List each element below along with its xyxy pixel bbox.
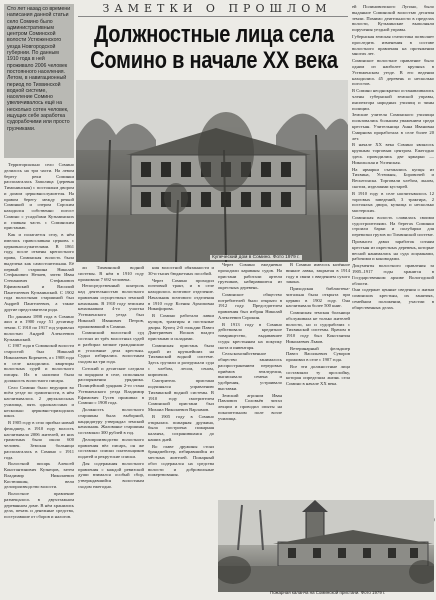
photo-second-caption: Пожарная каланча на Соминской пристани. Фото 1979 г.	[270, 590, 386, 595]
paragraph: Приходская библиотека-читальня была открыта при церкви в 1902 году. Она насчитывала более 500 книг.	[286, 286, 350, 309]
paragraph: Смотритель пристани подчинялся управлению Тихвинской водной системы. В 1910 году смотрителем Соминской пристани был Михаил Николаевич Варламов.	[148, 378, 214, 412]
paragraph: Земский агроном Иван Павлович Соловьёв читал лекции и проводил опыты на показательном поле возле училища.	[218, 392, 282, 421]
intro-text: Сто лет назад со времени написания данной статьи село Сомино было административным центром Соминской волости Устюженского уезда Новгородской губернии. По данным 1910 года в ней проживало 2006 человек постоянного населения. Летом, в навигационный период по Тихвинской водной системе, население Сомино увеличивалось ещё на несколько сотен человек, ищущих себе заработка судорабочими или просто грузчиками.	[7, 6, 71, 132]
paragraph: Делопроизводство волостного правления вёл писарь, он же составлял списки плательщиков податей и рекрутские списки.	[78, 436, 144, 459]
paragraph: В 1910 году в селе насчитывалось 12 торговых заведений, 3 трактира, 2 постоялых двора, кузница и несколько мастерских.	[352, 190, 434, 214]
paragraph: Промысел давал заработок сотням крестьян из окрестных деревень, которые весной нанимались на суда лоцманами, рабочими и коноводами.	[352, 239, 434, 262]
text-column-right	[352, 4, 434, 500]
paragraph: С 1907 года в Соминской волости старостой был Николай Николаевич Коренеев, а с 1908 года в селе находились квартиры волостных судей и волостного писаря. Их в наличии была должность волостного писаря.	[4, 343, 74, 383]
paragraph: ей Полиновичского Лугино, было выданное Соминской волостью десятин земли. Помимо деятельности в пределах волости, Кузьминские выполняли поручения уездной управы.	[352, 4, 434, 33]
paragraph: Как и полагается селу, в нём имелась православная церковь с церковнослужителями. В 1861 году, после отмены крепостного права, Соминская волость была выделена как самостоятельная. Её первый старшина Николай Стефанович Нечаев, затем Иван Степанович Стефанович Ефимовский и Василий Пантелеевич Кузьминский. С 1902 года волостным старшиной был Андрей Пантелеевич, а также другие представители рода.	[4, 232, 74, 312]
paragraph: В 1913 году в Сомино действовало кредитное товарищество, выдававшее ссуды крестьянам на покупку скота и инвентаря.	[218, 321, 282, 350]
paragraph: В Сомино работали лавки купцов, трактиры и постоялые дворы. Купец 2-й гильдии Павел Дмитриевич Носков владел пристанью и складами.	[148, 313, 214, 341]
paragraph: Соминская пристань была одной из крупнейших на Тихвинской водной системе. Здесь грузили и разгружали суда с хлебом, лесом, сеном, кирпичом.	[148, 342, 214, 377]
paragraph: В Сомино неоднократно останавливались члены губернской земской управы, инспектора народных училищ и чины полиции.	[352, 88, 434, 111]
photo-main-caption: Купеческий дом в Сомино. Фото 1979 г.	[212, 255, 300, 260]
paragraph: В 1905 году в село прибыл новый фельдшер, в 1910 году волость насчитывала 2006 жителей, из них грамотных было около 600 человек. Земская больница располагалась в Сомино с 1911 года.	[4, 420, 75, 460]
text-column-3	[148, 265, 214, 595]
paragraph: Территориально село Сомино делилось на три части. На левом берегу реки Соминки располагалась Заполица (деревня Тимонинская) с постоялым двором и домом церковнослужителя. На правом берегу между речкой Соминкой и озером Сорским находился собственно погост Сомино с усадьбами Кузьминских и главная часть с Соминским пристанью.	[4, 162, 74, 231]
intro-box	[4, 4, 74, 158]
paragraph: Соминский волостной суд состоял из трёх волостных судей и разбирал мелкие гражданские и уголовные дела крестьян. Судьи избирались волостным сходом на три года.	[78, 330, 144, 364]
paragraph: Должность волостного старшины была выборной, кандидатуру утверждал земский начальник. Жалованье старшины составляло 300 рублей в год.	[78, 407, 144, 435]
paragraph: Земские учителя Соминского училища пользовались большим уважением среди крестьян. Учительница Анна Ивановна Смирнова проработала в селе более 20 лет.	[352, 112, 434, 141]
paragraph: Сотский и десятские следили за порядком в селе, исполняли распоряжения урядника. Полицейский урядник 2-го стана Устюженского уезда Владимир Ефимович Гусев проживал в Сомино с 1908 года.	[78, 365, 144, 406]
paragraph: Волостной писарь Алексей Константинович Кузнецов, затем Владимир Николаевич Костюшкин, вели делопроизводство волости.	[4, 461, 74, 490]
paragraph: Губернская земская статистика позволяет проследить изменения в составе волостного правления на протяжении многих лет.	[352, 33, 434, 57]
paragraph: ния волостной обязанности и 30-и тысяч бюджетных пособий.	[148, 265, 214, 276]
text-column-1	[4, 162, 74, 594]
text-column-2	[78, 265, 144, 595]
paragraph: Непосредственный контроль над деятельностью волостного правления осуществлял земский начальник. В 1910 году земским начальником 4-го участка Устюженского уезда был Николай Иванович Петров, проживавший в Сомино.	[78, 283, 144, 329]
headline: Должностные лица села Сомино в начале ХХ века	[90, 22, 338, 74]
paragraph: Во главе дружины стоял брандмейстер, избиравшийся из местных жителей. Пожарный обоз содержался на средства волости и добровольные пожертвования.	[148, 443, 214, 478]
paragraph: Соминское волостное правление было одним из наиболее крупных в Устюженском уезде. В его ведении находились 45 деревень и несколько погостов.	[352, 58, 434, 87]
paragraph: Сельскохозяйственное общество занималось распространением передовых приёмов земледелия, выписывало семена и удобрения, устраивало выставки.	[218, 351, 282, 391]
paragraph: В 1905 году в Сомино открылась пожарная дружина, была построена пожарная каланча, сохранившаяся до наших дней.	[148, 413, 214, 442]
photo-fire-tower	[218, 500, 434, 592]
paragraph: По данным 1898 года в Сомино жил и в 1900 году 51 десятину земли. С 1910 по 1917 год управлял волостью Андрей Алексеевич Кузьминский.	[4, 313, 74, 342]
paragraph: Волостное правление размещалось в двухэтажном деревянном доме. В нём хранились дела, печать и денежные средства, поступавшие от сборов и налогов.	[4, 491, 74, 519]
paragraph: В начале ХХ века Сомино являлось крупным торговым центром. Ежегодно здесь проводились две ярмарки — Никольская и Успенская.	[352, 142, 434, 165]
paragraph: Через Сомино проходил почтовый тракт, и в селе находилось почтовое отделение. Начальник почтового отделения в 1910 году Ксения Архиповна Никифорова.	[148, 277, 214, 312]
paragraph: ли Тихвинской водной системы. В нём в 1910 году проживали 7 692 человека.	[78, 265, 144, 282]
paragraph: На ярмарки съезжались купцы из Тихвина, Устюжны, Боровичей и Весьегонска. Торговали хлебом, льном, скотом, изделиями кустарей.	[352, 166, 434, 189]
paragraph: В Сомино имелось казённое винное лавка, закрытая в 1914 году в связи с введением сухого закона.	[286, 262, 350, 285]
text-column-5	[286, 262, 350, 497]
paragraph: Соминское общество потребителей было открыто в 1912 году. Председателем правления был избран Николай Алексеевич Сорокин.	[218, 291, 282, 320]
paragraph: Село Сомино было ведущим во всём уезде по грамотности, в нём насчитывалось 2 двухклассных училища, пять одноклассных и несколько церковно-приходских школ.	[4, 384, 74, 419]
text-column-4	[218, 262, 282, 497]
photo-merchant-house	[76, 80, 348, 262]
paragraph: Документы волостного правления за 1905–1917 годы хранятся в Государственном архиве Вологодской области.	[352, 263, 434, 286]
photo-merchant-house-image	[76, 80, 348, 262]
paragraph: Соминская земская больница обслуживала не только жителей волости, но и судорабочих с Тихвинской системы. Врачом в 1910 году был Константин Николаевич Львов.	[286, 310, 350, 344]
photo-fire-tower-image	[218, 500, 434, 592]
paragraph: Через Сомино ежедневно проходили караваны судов. На пристани работали артели грузчиков, набиравшиеся из окрестных деревень.	[218, 262, 282, 290]
paragraph: Для содержания волостного правления с каждой ревизской души взимался особый сбор, утверждавшийся волостным сходом ежегодно.	[78, 460, 144, 489]
paragraph: Соминская волость славилась своими судостроителями. На берегах Соминки строили барки и полубарки для перевозки грузов по Тихвинской системе.	[352, 214, 434, 238]
paragraph: Они содержат ценные сведения о жизни соминских крестьян, их занятиях, семейном положении, участии в общественных делах.	[352, 287, 434, 310]
paragraph: Все эти должностные лица составляли ту прослойку, которая определяла жизнь села Сомино в начале ХХ века.	[286, 363, 350, 386]
section-header: ЗАМЕТКИ О ПРОШЛОМ	[102, 2, 332, 15]
paragraph: Ветеринарный фельдшер Павел Васильевич Суворов проживал в селе с 1907 года.	[286, 345, 350, 362]
